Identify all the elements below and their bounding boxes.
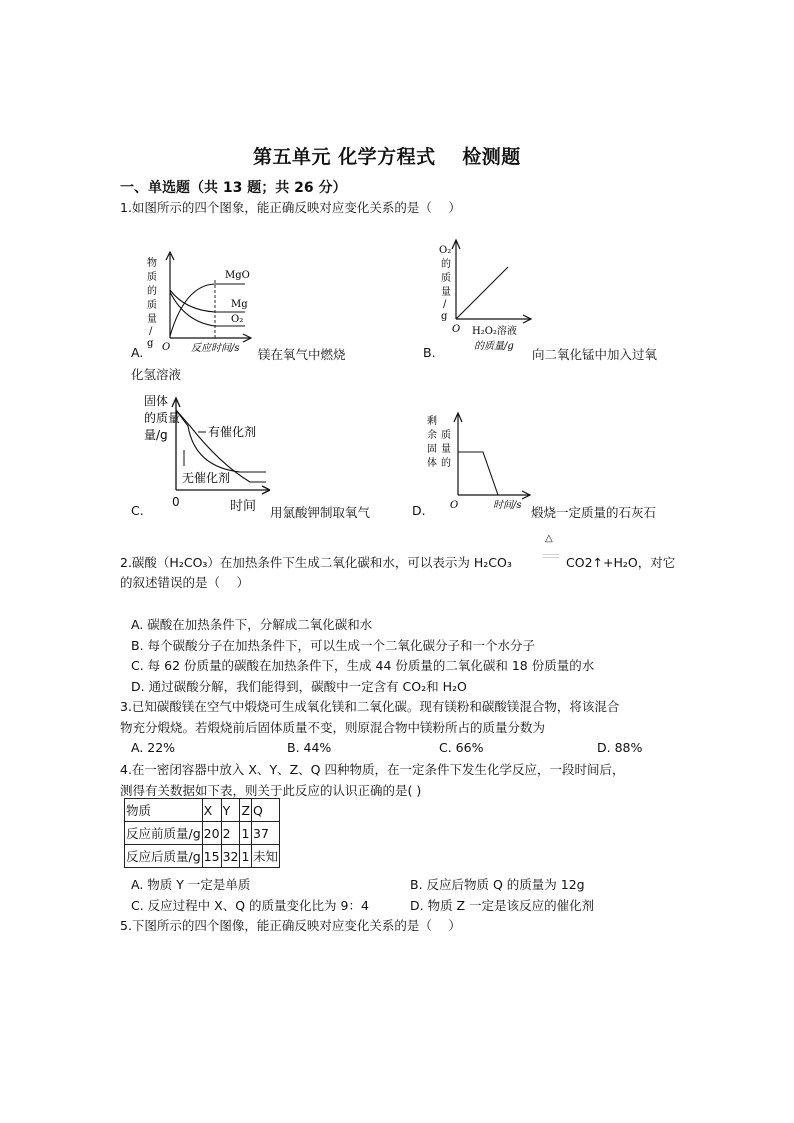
figure-b-ylabel-char: g (441, 311, 448, 322)
figure-a-ylabel (147, 256, 157, 349)
table-header-row (125, 799, 280, 822)
q3-line1: 3.已知碳酸镁在空气中煅烧可生成氧化镁和二氧化碳。现有镁粉和碳酸镁混合物，将该混合 (120, 699, 620, 714)
figure-a-label-mg: Mg (231, 299, 248, 310)
table-cell: 1 (240, 845, 252, 868)
table-row (125, 845, 280, 868)
figure-b-ylabel-char: / (443, 299, 447, 310)
table-cell: 1 (240, 822, 252, 845)
q1-option-a-label: A. (131, 345, 144, 360)
q2-condition: △ (545, 533, 553, 544)
table-cell: 15 (202, 845, 221, 868)
figure-b-ylabel-char: 质 (441, 273, 451, 284)
q1-figure-b (436, 237, 536, 357)
q2-stem-line2: 的叙述错误的是（ ） (120, 575, 249, 590)
table-cell: Q (252, 799, 280, 822)
figure-a-ylabel-char: g (147, 338, 154, 349)
q4-line2: 测得有关数据如下表，则关于此反应的认识正确的是( ) (120, 783, 422, 798)
q3-option-a: A. 22% (131, 740, 176, 755)
figure-a-origin: O (162, 342, 171, 353)
figure-b-ylabel-char: 的 (441, 259, 451, 270)
figure-a-label-mgo: MgO (225, 270, 250, 281)
q1-option-c-label: C. (131, 503, 144, 518)
table-cell: 32 (221, 845, 240, 868)
q4-option-d: D. 物质 Z 一定是该反应的催化剂 (410, 898, 595, 913)
q5-stem: 5.下图所示的四个图像，能正确反映对应变化关系的是（ ） (120, 918, 461, 933)
figure-c-xlabel: 时间 (230, 499, 257, 514)
table-cell: Z (240, 799, 252, 822)
figure-d-ylabel (427, 414, 451, 469)
figure-b-ylabel-char: 量 (441, 287, 451, 298)
figure-c-curve-catalyst (176, 410, 266, 472)
q1-option-d-text: 煅烧一定质量的石灰石 (531, 505, 657, 520)
figure-b-xlabel-2: 的质量/g (474, 341, 514, 352)
figure-b-ylabel (441, 258, 451, 322)
figure-d-ylabel-char: 量 (441, 444, 451, 455)
figure-d-ylabel-char: 的 (441, 458, 451, 469)
figure-b-ylabel-top: O₂ (439, 245, 452, 256)
section-heading: 一、单选题（共 13 题；共 26 分） (120, 180, 347, 196)
q4-data-table (124, 798, 280, 868)
table-cell: X (202, 799, 221, 822)
q4-option-c: C. 反应过程中 X、Q 的质量变化比为 9：4 (131, 898, 369, 913)
q4-option-b: B. 反应后物质 Q 的质量为 12g (410, 877, 585, 892)
figure-b-line (456, 267, 508, 319)
q4-option-a: A. 物质 Y 一定是单质 (131, 877, 251, 892)
q1-option-b-label: B. (423, 345, 436, 360)
q1-figure-c (140, 392, 270, 512)
figure-d-xlabel: 时间/s (493, 500, 522, 511)
q1-stem: 1.如图所示的四个图象，能正确反映对应变化关系的是（ ） (120, 200, 461, 215)
figure-c-ylabel-1: 固体 (144, 394, 169, 408)
table-cell: 反应前质量/g (125, 822, 203, 845)
q2-option-d: D. 通过碳酸分解，我们能得到，碳酸中一定含有 CO₂和 H₂O (131, 679, 467, 694)
q1-option-b-text-cont: 化氢溶液 (131, 367, 182, 382)
figure-a-ylabel-char: 量 (147, 314, 157, 325)
figure-c-label-no-catalyst: 无催化剂 (182, 471, 231, 485)
q4-line1: 4.在一密闭容器中放入 X、Y、Z、Q 四种物质，在一定条件下发生化学反应，一段时间后， (120, 762, 625, 777)
figure-a-curve-mgo (170, 284, 245, 336)
figure-d-line (458, 452, 498, 495)
q1-option-d-label: D. (412, 503, 426, 518)
q2-stem-part2: CO2↑+H₂O，对它 (566, 555, 676, 570)
q2-equals-sign (543, 554, 559, 558)
figure-c-origin: 0 (172, 495, 180, 509)
q2-option-a: A. 碳酸在加热条件下，分解成二氧化碳和水 (131, 617, 373, 632)
page-title: 第五单元 化学方程式 检测题 (253, 146, 521, 168)
q3-option-c: C. 66% (439, 740, 484, 755)
figure-a-ylabel-char: / (149, 326, 153, 337)
figure-d-ylabel-char: 余 (427, 430, 437, 441)
figure-b-xlabel-1: H₂O₂溶液 (472, 326, 517, 337)
q1-option-c-text: 用氯酸钾制取氧气 (270, 505, 371, 520)
figure-a-label-o2: O₂ (231, 314, 244, 325)
figure-c-label-catalyst: 有催化剂 (208, 425, 257, 439)
figure-d-ylabel-char: 剩 (427, 416, 437, 427)
figure-a-ylabel-char: 物 (147, 258, 157, 269)
q2-option-c: C. 每 62 份质量的碳酸在加热条件下，生成 44 份质量的二氧化碳和 18 份质量的水 (131, 658, 595, 673)
figure-a-ylabel-char: 的 (147, 286, 157, 297)
table-cell: 20 (202, 822, 221, 845)
table-cell: 2 (221, 822, 240, 845)
q3-option-d: D. 88% (597, 740, 643, 755)
q1-figure-d (423, 410, 533, 515)
q1-option-a-text: 镁在氧气中燃烧 (258, 347, 346, 362)
figure-d-ylabel-char: 固 (427, 444, 437, 455)
q2-option-b: B. 每个碳酸分子在加热条件下，可以生成一个二氧化碳分子和一个水分子 (131, 638, 536, 653)
q1-figure-a (125, 250, 265, 362)
table-cell: 37 (252, 822, 280, 845)
figure-a-ylabel-char: 质 (147, 272, 157, 283)
figure-c-ylabel-3: 量/g (144, 428, 168, 442)
figure-d-ylabel-char: 质 (441, 430, 451, 441)
figure-b-origin: O (452, 324, 461, 335)
figure-a-xlabel: 反应时间/s (191, 343, 240, 354)
table-cell: Y (221, 799, 240, 822)
q3-option-b: B. 44% (287, 740, 332, 755)
table-cell: 反应后质量/g (125, 845, 203, 868)
figure-d-origin: O (450, 500, 459, 511)
table-cell: 未知 (252, 845, 280, 868)
table-row (125, 822, 280, 845)
q2-stem-part1: 2.碳酸（H₂CO₃）在加热条件下生成二氧化碳和水，可以表示为 H₂CO₃ (120, 555, 512, 570)
table-cell: 物质 (125, 799, 203, 822)
figure-c-ylabel-2: 的质量 (144, 411, 181, 425)
figure-a-ylabel-char: 质 (147, 300, 157, 311)
q1-option-b-text: 向二氧化锰中加入过氧 (532, 347, 658, 362)
figure-d-ylabel-char: 体 (427, 458, 437, 469)
q3-line2: 物充分煅烧。若煅烧前后固体质量不变，则原混合物中镁粉所占的质量分数为 (120, 720, 546, 735)
